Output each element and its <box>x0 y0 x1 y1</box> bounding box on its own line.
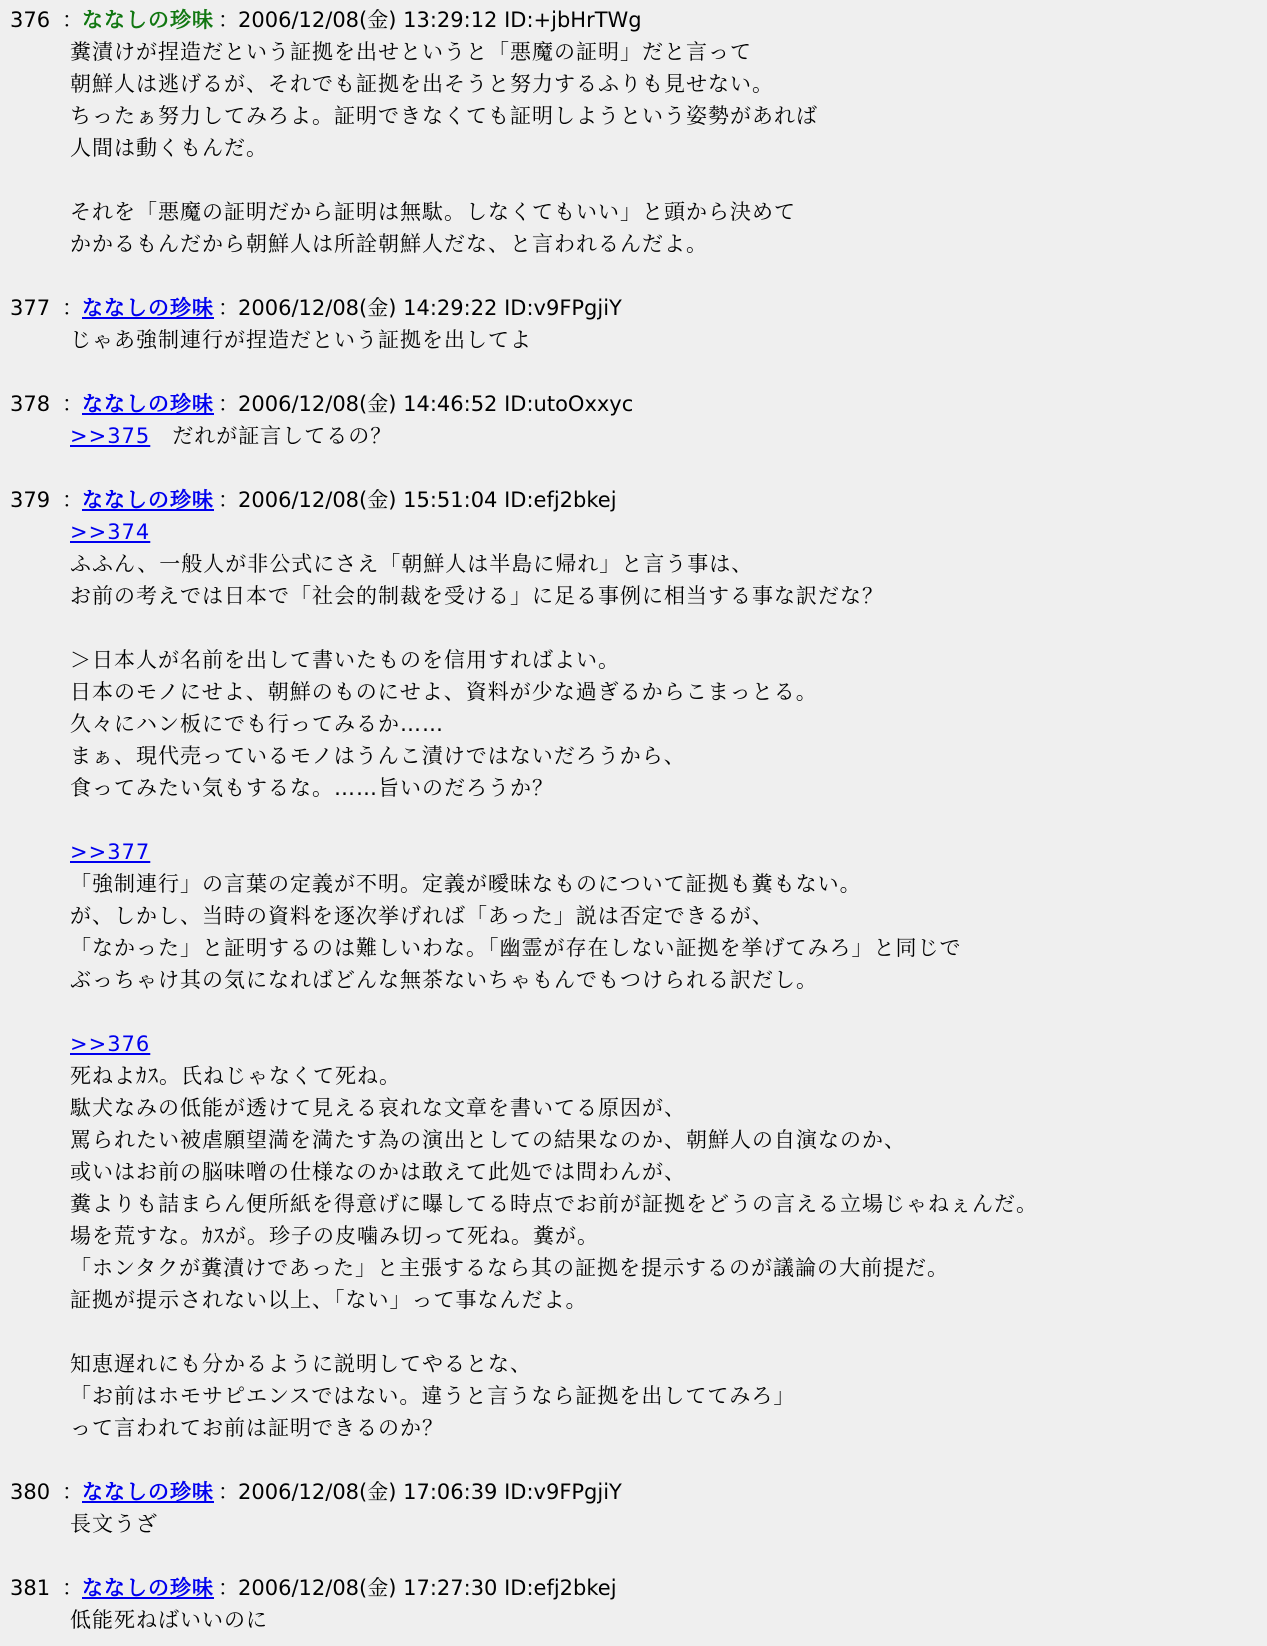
post-header <box>0 4 1267 36</box>
post-date-id: 2006/12/08(金) 15:51:04 ID:efj2bkej <box>238 488 617 512</box>
anchor-line <box>70 516 1267 548</box>
separator: ： <box>218 1576 239 1600</box>
post-text: だれが証言してるの？ <box>150 424 393 448</box>
post-date-id: 2006/12/08(金) 14:46:52 ID:utoOxxyc <box>238 392 634 416</box>
poster-name-link[interactable]: ななしの珍味 <box>82 392 214 416</box>
poster-name-link[interactable]: ななしの珍味 <box>82 1576 214 1600</box>
post-line: 低能死ねばいいのに <box>70 1608 268 1632</box>
blank-line <box>70 164 1267 196</box>
post-line: ちったぁ努力してみろよ。証明できなくても証明しようという姿勢があれば <box>70 104 818 128</box>
poster-name-link[interactable]: ななしの珍味 <box>82 296 214 320</box>
post-line: かかるもんだから朝鮮人は所詮朝鮮人だな、と言われるんだよ。 <box>70 232 708 256</box>
post-date-id: 2006/12/08(金) 17:06:39 ID:v9FPgjiY <box>238 1480 622 1504</box>
poster-name-link[interactable]: ななしの珍味 <box>82 488 214 512</box>
post-line: 駄犬なみの低能が透けて見える哀れな文章を書いてる原因が、 <box>70 1096 686 1120</box>
post-header <box>0 1572 1267 1604</box>
post-379 <box>0 484 1267 1444</box>
blank-line <box>70 1316 1267 1348</box>
post-line: 長文うざ <box>70 1512 158 1536</box>
blank-line <box>70 612 1267 644</box>
post-date-id: 2006/12/08(金) 13:29:12 ID:+jbHrTWg <box>238 8 642 32</box>
post-line: それを「悪魔の証明だから証明は無駄。しなくてもいい」と頭から決めて <box>70 200 796 224</box>
post-line: 糞よりも詰まらん便所紙を得意げに曝してる時点でお前が証拠をどうの言える立場じゃねぇんだ。 <box>70 1192 1038 1216</box>
poster-name: ななしの珍味 <box>82 8 214 32</box>
post-line: 知恵遅れにも分かるように説明してやるとな、 <box>70 1352 532 1376</box>
post-line: お前の考えでは日本で「社会的制裁を受ける」に足る事例に相当する事な訳だな？ <box>70 584 884 608</box>
separator: ： <box>218 296 239 320</box>
poster-name-link[interactable]: ななしの珍味 <box>82 1480 214 1504</box>
blank-line <box>70 996 1267 1028</box>
separator: ： <box>62 488 83 512</box>
post-body <box>70 1604 1267 1636</box>
anchor-line <box>70 836 1267 868</box>
post-date-id: 2006/12/08(金) 14:29:22 ID:v9FPgjiY <box>238 296 622 320</box>
post-body <box>70 36 1267 260</box>
post-line <box>70 420 1267 452</box>
post-line: ふふん、一般人が非公式にさえ「朝鮮人は半島に帰れ」と言う事は、 <box>70 552 754 576</box>
post-line: じゃあ強制連行が捏造だという証拠を出してよ <box>70 328 532 352</box>
separator: ： <box>62 1480 83 1504</box>
post-body <box>70 420 1267 452</box>
post-378 <box>0 388 1267 452</box>
post-number: 378 <box>10 392 51 416</box>
post-line: ぶっちゃけ其の気になればどんな無茶ないちゃもんでもつけられる訳だし。 <box>70 968 818 992</box>
reply-anchor-link[interactable]: >>377 <box>70 840 151 864</box>
post-line: 証拠が提示されない以上、「ない」って事なんだよ。 <box>70 1288 588 1312</box>
post-date-id: 2006/12/08(金) 17:27:30 ID:efj2bkej <box>238 1576 617 1600</box>
post-377 <box>0 292 1267 356</box>
post-line: 場を荒すな。ｶｽが。珍子の皮噛み切って死ね。糞が。 <box>70 1224 599 1248</box>
post-header <box>0 292 1267 324</box>
reply-anchor-link[interactable]: >>375 <box>70 424 151 448</box>
post-line: 「ホンタクが糞漬けであった」と主張するなら其の証拠を提示するのが議論の大前提だ。 <box>70 1256 949 1280</box>
post-number: 376 <box>10 8 51 32</box>
post-number: 377 <box>10 296 51 320</box>
post-line: 「お前はホモサピエンスではない。違うと言うなら証拠を出しててみろ」 <box>70 1384 796 1408</box>
separator: ： <box>62 1576 83 1600</box>
post-header <box>0 388 1267 420</box>
blank-line <box>70 804 1267 836</box>
post-line: 日本のモノにせよ、朝鮮のものにせよ、資料が少な過ぎるからこまっとる。 <box>70 680 818 704</box>
reply-anchor-link[interactable]: >>374 <box>70 520 151 544</box>
post-body <box>70 516 1267 1444</box>
post-body <box>70 1508 1267 1540</box>
reply-anchor-link[interactable]: >>376 <box>70 1032 151 1056</box>
post-line: 死ねよｶｽ。氏ねじゃなくて死ね。 <box>70 1064 401 1088</box>
post-line: 或いはお前の脳味噌の仕様なのかは敢えて此処では問わんが、 <box>70 1160 686 1184</box>
post-line: 食ってみたい気もするな。……旨いのだろうか？ <box>70 776 554 800</box>
post-381 <box>0 1572 1267 1636</box>
post-line: 「強制連行」の言葉の定義が不明。定義が曖昧なものについて証拠も糞もない。 <box>70 872 862 896</box>
post-line: が、しかし、当時の資料を逐次挙げれば「あった」説は否定できるが、 <box>70 904 774 928</box>
post-header <box>0 484 1267 516</box>
post-line: 朝鮮人は逃げるが、それでも証拠を出そうと努力するふりも見せない。 <box>70 72 774 96</box>
post-376 <box>0 4 1267 260</box>
post-line: 糞漬けが捏造だという証拠を出せというと「悪魔の証明」だと言って <box>70 40 752 64</box>
separator: ： <box>62 8 83 32</box>
post-number: 379 <box>10 488 51 512</box>
post-line: って言われてお前は証明できるのか？ <box>70 1416 444 1440</box>
post-line: 「なかった」と証明するのは難しいわな。「幽霊が存在しない証拠を挙げてみろ」と同じで <box>70 936 962 960</box>
separator: ： <box>218 8 239 32</box>
separator: ： <box>62 392 83 416</box>
post-line: 罵られたい被虐願望満を満たす為の演出としての結果なのか、朝鮮人の自演なのか、 <box>70 1128 906 1152</box>
post-number: 380 <box>10 1480 51 1504</box>
post-number: 381 <box>10 1576 51 1600</box>
separator: ： <box>62 296 83 320</box>
anchor-line <box>70 1028 1267 1060</box>
separator: ： <box>218 1480 239 1504</box>
post-380 <box>0 1476 1267 1540</box>
post-header <box>0 1476 1267 1508</box>
separator: ： <box>218 488 239 512</box>
post-line: 人間は動くもんだ。 <box>70 136 268 160</box>
post-line: 久々にハン板にでも行ってみるか…… <box>70 712 444 736</box>
post-line: ＞日本人が名前を出して書いたものを信用すればよい。 <box>70 648 620 672</box>
post-body <box>70 324 1267 356</box>
post-line: まぁ、現代売っているモノはうんこ漬けではないだろうから、 <box>70 744 686 768</box>
separator: ： <box>218 392 239 416</box>
